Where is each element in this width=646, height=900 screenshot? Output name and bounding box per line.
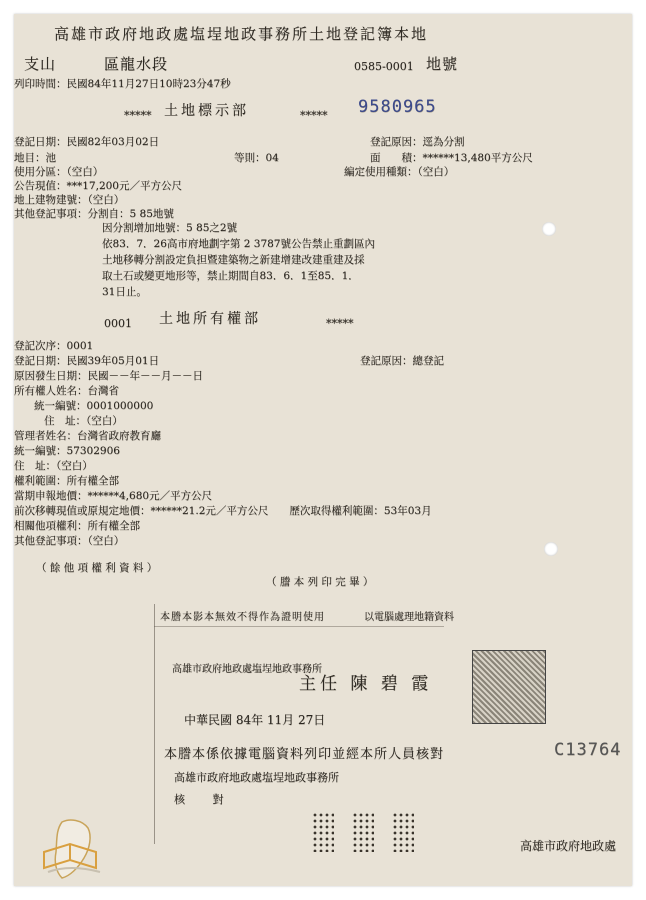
document-sheet [14,14,632,886]
field-row: 其他登記事項：（空白） [14,535,125,547]
field-row: 地目：池 [14,152,56,164]
field-row: 相關他項權利：所有權全部 [14,520,140,532]
ownership-heading: 土地所有權部 [159,311,261,327]
issue-date: 中華民國 84年 11月 27日 [184,713,326,727]
field-row: 登記次序：0001 [14,340,94,352]
bottom-office-name: 高雄市政府地政處 [520,839,617,853]
field-row: 取土石或變更地形等，禁止期間自83．6．1至85．1． [102,270,359,282]
parcel-suffix: 地號 [426,55,459,73]
director-name: 主任 陳 碧 霞 [299,674,433,694]
office-name: 高雄市政府地政處塩埕地政事務所 [172,664,322,675]
field-row: 其他登記事項：分割自：5 85地號 [14,208,174,220]
field-row: 登記日期：民國82年03月02日 [14,136,160,148]
document-number: 9580965 [358,97,437,117]
section-name: 支山 [24,55,57,73]
field-row: 登記日期：民國39年05月01日 [14,355,160,367]
field-row: 依83．7．26高市府地劃字第 2 3787號公告禁止重劃區內 [102,238,375,250]
section-stars-right: ***** [300,109,328,122]
office-name-2: 高雄市政府地政處塩埕地政事務所 [174,771,339,784]
field-row: 31日止。 [102,286,147,298]
certification-line: 以電腦處理地籍資料 [364,612,454,623]
field-row: 所有權人姓名：台灣省 [14,385,119,397]
verification-text: 本謄本係依據電腦資料列印並經本所人員核對 [164,747,445,762]
perforation-dots [392,812,414,852]
perforation-dots [312,812,334,852]
field-row: 住 址：（空白） [14,460,93,472]
stamp-id: C13764 [554,740,622,760]
vertical-border [154,604,155,844]
field-row: 等則：04 [234,152,279,164]
field-row: 地上建物建號：（空白） [14,194,125,206]
document-title: 高雄市政府地政處塩埕地政事務所土地登記簿本地 [54,25,429,43]
official-seal [472,650,546,724]
print-time: 列印時間：民國84年11月27日10時23分47秒 [14,78,231,90]
field-row: 統一編號：57302906 [14,445,120,457]
field-row: 當期申報地價：******4,680元／平方公尺 [14,490,213,502]
parcel-number: 0585-0001 [354,60,414,73]
field-row: 因分割增加地號：5 85之2號 [102,222,238,234]
field-row: 權利範圍：所有權全部 [14,475,119,487]
field-row-right: 面 積：******13,480平方公尺 [370,152,533,164]
field-row: 公告現值：***17,200元／平方公尺 [14,180,182,192]
punch-hole [542,222,556,236]
certification-line: 本謄本影本無效不得作為證明使用 [160,612,325,623]
field-row: 土地移轉分割設定負担暨建築物之新建增建改建重建及採 [102,254,365,266]
omitted-note: （ 餘 他 項 權 利 資 料 ） [36,562,158,574]
field-row-right: 登記原因：逕為分割 [370,136,465,148]
divider [154,626,444,627]
section-stars-right: ***** [326,317,354,330]
field-row-right: 編定使用種類：（空白） [344,166,455,178]
field-row: 統一編號：0001000000 [34,400,154,412]
land-marking-heading: 土地標示部 [164,103,249,119]
archive-logo-icon [34,814,116,884]
field-row: 管理者姓名：台灣省政府教育廳 [14,430,161,442]
field-row: 使用分區：（空白） [14,166,104,178]
field-row-right: 登記原因：總登記 [360,355,444,367]
field-row: 住 址：（空白） [44,415,123,427]
perforation-dots [352,812,374,852]
section-stars-left: ***** [124,109,152,122]
check-label: 核 對 [174,793,236,806]
punch-hole [544,542,558,556]
field-row: 原因發生日期：民國－－年－－月－－日 [14,370,203,382]
field-row: 前次移轉現值或原規定地價：******21.2元／平方公尺 歷次取得權利範圍：53年03月 [14,505,432,517]
section-order-number: 0001 [104,317,132,330]
district-name: 區龍水段 [104,55,169,73]
end-note: （ 謄 本 列 印 完 畢 ） [266,576,374,588]
